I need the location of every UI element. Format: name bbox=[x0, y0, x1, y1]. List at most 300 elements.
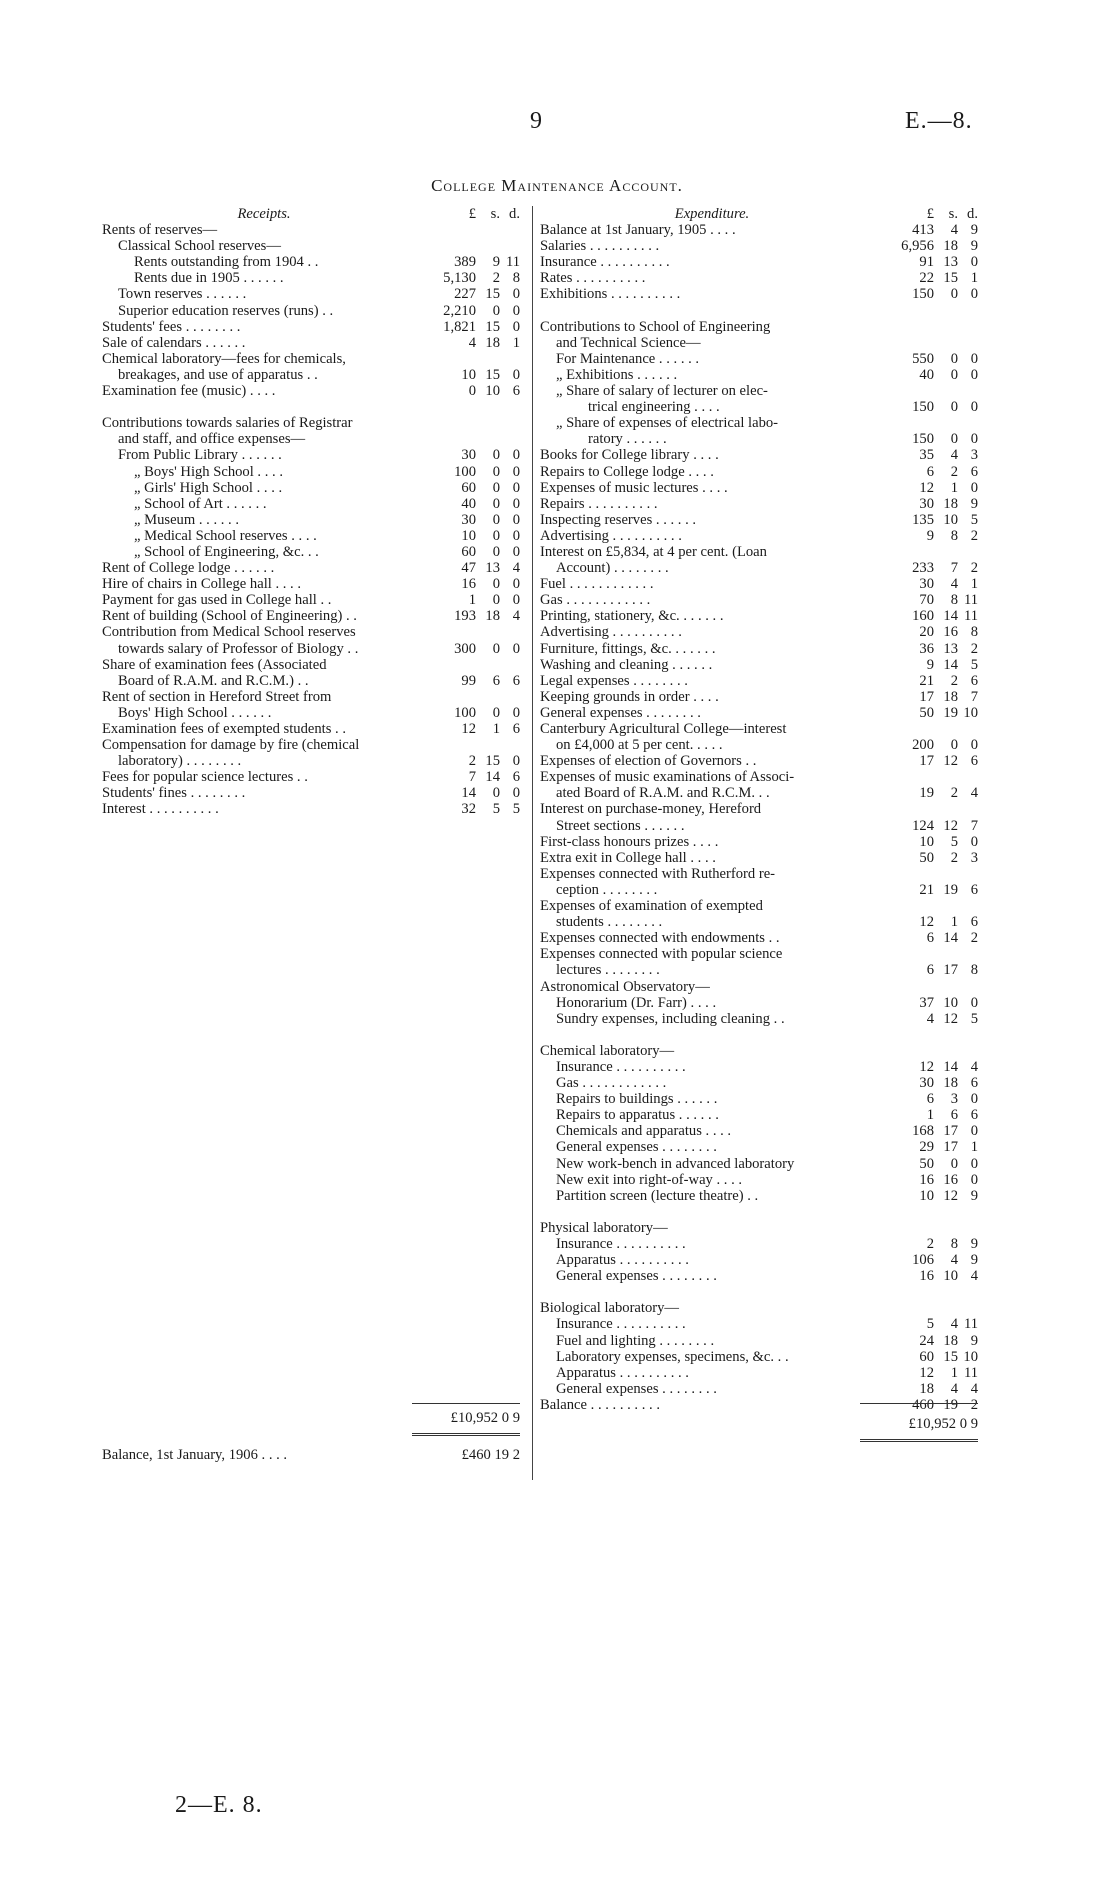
expenditure-item-amount bbox=[884, 930, 978, 946]
receipts-row bbox=[102, 286, 520, 302]
pounds-cell: 60 bbox=[461, 479, 476, 496]
pounds-cell: 12 bbox=[919, 1058, 934, 1075]
pence-cell: 9 bbox=[970, 222, 978, 239]
footer-reference: 2—E. 8. bbox=[175, 1792, 263, 1818]
pence-cell: 2 bbox=[970, 560, 978, 577]
expenditure-item-label: Honorarium (Dr. Farr) . . . . bbox=[556, 994, 717, 1011]
pounds-cell: 168 bbox=[912, 1123, 934, 1140]
shillings-cell: 0 bbox=[492, 447, 500, 464]
pounds-cell: 135 bbox=[912, 511, 934, 528]
expenditure-item-amount bbox=[884, 1316, 978, 1332]
receipts-row bbox=[102, 544, 520, 560]
expenditure-total-value: £10,952 0 9 bbox=[908, 1416, 978, 1432]
pounds-cell: 50 bbox=[919, 704, 934, 721]
shillings-cell: 5 bbox=[950, 833, 958, 850]
expenditure-item-label: Balance . . . . . . . . . . bbox=[540, 1396, 660, 1413]
expenditure-row bbox=[540, 914, 978, 930]
expenditure-row bbox=[540, 1123, 978, 1139]
pounds-cell: 70 bbox=[919, 592, 934, 609]
shillings-cell: 12 bbox=[943, 753, 958, 770]
pence-cell: 6 bbox=[970, 672, 978, 689]
pence-cell: 2 bbox=[970, 930, 978, 947]
balance-1906-label: Balance, 1st January, 1906 . . . . bbox=[102, 1447, 288, 1464]
expenditure-item-label: Contributions to School of Engineering bbox=[540, 318, 771, 335]
receipts-item-label: Rents outstanding from 1904 . . bbox=[134, 254, 319, 271]
balance-1906-row bbox=[102, 1448, 520, 1464]
expenditure-item-label: „ Share of salary of lecturer on elec- bbox=[556, 383, 768, 400]
pounds-cell: 389 bbox=[454, 254, 476, 271]
pounds-cell: 21 bbox=[919, 672, 934, 689]
receipts-item-label: Compensation for damage by fire (chemical bbox=[102, 737, 360, 754]
pounds-cell: 1,821 bbox=[443, 318, 476, 335]
expenditure-item-label: Chemical laboratory— bbox=[540, 1042, 675, 1059]
expenditure-row bbox=[540, 1365, 978, 1381]
expenditure-item-label: Gas . . . . . . . . . . . . bbox=[556, 1075, 667, 1092]
expenditure-row bbox=[540, 415, 978, 431]
pounds-cell: 413 bbox=[912, 222, 934, 239]
shillings-cell: 10 bbox=[943, 511, 958, 528]
expenditure-row bbox=[540, 834, 978, 850]
document-reference: E.—8. bbox=[905, 108, 973, 134]
shillings-cell: 3 bbox=[950, 1091, 958, 1108]
receipts-item-amount bbox=[426, 383, 520, 399]
shillings-cell: 0 bbox=[950, 737, 958, 754]
receipts-item-label: Chemical laboratory—fees for chemicals, bbox=[102, 350, 346, 367]
pounds-cell: 6 bbox=[926, 463, 934, 480]
expenditure-row bbox=[540, 1107, 978, 1123]
shillings-cell: 14 bbox=[485, 769, 500, 786]
shillings-cell: 14 bbox=[943, 930, 958, 947]
pounds-cell: 30 bbox=[461, 447, 476, 464]
expenditure-item-label: Insurance . . . . . . . . . . bbox=[556, 1058, 686, 1075]
receipts-item-amount bbox=[426, 367, 520, 383]
shillings-cell: 0 bbox=[492, 640, 500, 657]
pence-cell: 0 bbox=[970, 399, 978, 416]
pounds-cell: 36 bbox=[919, 640, 934, 657]
shillings-cell: 4 bbox=[950, 1380, 958, 1397]
expenditure-item-label: Insurance . . . . . . . . . . bbox=[556, 1316, 686, 1333]
shillings-cell: 0 bbox=[950, 350, 958, 367]
expenditure-item-amount bbox=[884, 1059, 978, 1075]
expenditure-row bbox=[540, 1268, 978, 1284]
expenditure-item-label: Books for College library . . . . bbox=[540, 447, 719, 464]
expenditure-item-label: Exhibitions . . . . . . . . . . bbox=[540, 286, 681, 303]
pounds-cell: 2 bbox=[926, 1236, 934, 1252]
pounds-cell: 6 bbox=[926, 962, 934, 979]
receipts-item-label: Superior education reserves (runs) . . bbox=[118, 302, 334, 319]
shillings-cell: 0 bbox=[492, 704, 500, 721]
expenditure-row bbox=[540, 496, 978, 512]
expenditure-row bbox=[540, 1139, 978, 1155]
pounds-cell: 60 bbox=[919, 1348, 934, 1365]
receipts-row bbox=[102, 560, 520, 576]
pence-header: d. bbox=[967, 206, 978, 222]
pounds-cell: 10 bbox=[461, 366, 476, 383]
expenditure-item-amount bbox=[884, 270, 978, 286]
expenditure-item-amount bbox=[884, 785, 978, 801]
pence-cell: 0 bbox=[970, 1123, 978, 1140]
receipts-item-label: Hire of chairs in College hall . . . . bbox=[102, 576, 301, 593]
expenditure-row bbox=[540, 254, 978, 270]
pounds-cell: 12 bbox=[919, 1364, 934, 1381]
shillings-cell: 0 bbox=[950, 1155, 958, 1172]
receipts-item-label: Boys' High School . . . . . . bbox=[118, 704, 272, 721]
expenditure-item-label: on £4,000 at 5 per cent. . . . . bbox=[556, 737, 723, 754]
pounds-cell: 22 bbox=[919, 270, 934, 287]
receipts-row bbox=[102, 367, 520, 383]
pence-cell: 11 bbox=[963, 608, 978, 625]
receipts-item-amount bbox=[426, 528, 520, 544]
pence-cell: 5 bbox=[970, 1010, 978, 1027]
pounds-cell: 7 bbox=[468, 769, 476, 786]
shillings-cell: 0 bbox=[492, 592, 500, 609]
expenditure-item-amount bbox=[884, 1268, 978, 1284]
receipts-row bbox=[102, 785, 520, 801]
pence-cell: 6 bbox=[970, 753, 978, 770]
shillings-cell: 18 bbox=[943, 238, 958, 255]
expenditure-row bbox=[540, 303, 978, 319]
pounds-cell: 50 bbox=[919, 849, 934, 866]
receipts-row bbox=[102, 673, 520, 689]
shillings-cell: 4 bbox=[950, 1316, 958, 1333]
expenditure-item-label: „ Share of expenses of electrical labo- bbox=[556, 415, 779, 432]
receipts-row bbox=[102, 399, 520, 415]
shillings-cell: 4 bbox=[950, 222, 958, 239]
expenditure-item-amount bbox=[884, 882, 978, 898]
pence-cell: 0 bbox=[512, 479, 520, 496]
expenditure-item-amount bbox=[884, 673, 978, 689]
expenditure-item-amount bbox=[884, 624, 978, 640]
expenditure-item-amount bbox=[884, 962, 978, 978]
expenditure-item-amount bbox=[884, 818, 978, 834]
expenditure-item-label: Repairs to apparatus . . . . . . bbox=[556, 1107, 719, 1124]
expenditure-item-amount bbox=[884, 705, 978, 721]
expenditure-item-amount bbox=[884, 914, 978, 930]
expenditure-row bbox=[540, 1236, 978, 1252]
expenditure-row bbox=[540, 850, 978, 866]
pence-cell: 2 bbox=[970, 1396, 978, 1413]
shillings-cell: 15 bbox=[485, 366, 500, 383]
expenditure-item-label: lectures . . . . . . . . bbox=[556, 962, 660, 979]
expenditure-item-label: General expenses . . . . . . . . bbox=[556, 1380, 717, 1397]
pounds-cell: 35 bbox=[919, 447, 934, 464]
pounds-cell: 150 bbox=[912, 399, 934, 416]
expenditure-row bbox=[540, 335, 978, 351]
receipts-item-amount bbox=[426, 480, 520, 496]
pence-cell: 8 bbox=[512, 270, 520, 287]
pence-cell: 0 bbox=[512, 463, 520, 480]
expenditure-item-label: ated Board of R.A.M. and R.C.M. . . bbox=[556, 785, 770, 802]
shillings-cell: 18 bbox=[943, 495, 958, 512]
pounds-header: £ bbox=[926, 206, 934, 222]
shillings-cell: 9 bbox=[492, 254, 500, 271]
pence-cell: 0 bbox=[512, 704, 520, 721]
shillings-cell: 1 bbox=[950, 914, 958, 931]
shillings-cell: 17 bbox=[943, 1139, 958, 1156]
expenditure-item-label: Astronomical Observatory— bbox=[540, 978, 710, 995]
expenditure-item-label: Expenses of election of Governors . . bbox=[540, 753, 757, 770]
pounds-cell: 6 bbox=[926, 930, 934, 947]
expenditure-row bbox=[540, 480, 978, 496]
receipts-total bbox=[412, 1403, 520, 1436]
expenditure-item-label: Physical laboratory— bbox=[540, 1219, 668, 1236]
shillings-cell: 19 bbox=[943, 704, 958, 721]
pence-cell: 3 bbox=[970, 849, 978, 866]
pounds-cell: 10 bbox=[919, 1187, 934, 1204]
shillings-cell: 13 bbox=[943, 640, 958, 657]
shillings-cell: 2 bbox=[492, 270, 500, 287]
receipts-item-label: Rent of section in Hereford Street from bbox=[102, 688, 332, 705]
expenditure-header-row bbox=[540, 206, 978, 222]
expenditure-row bbox=[540, 1252, 978, 1268]
pence-cell: 6 bbox=[970, 1107, 978, 1124]
expenditure-row bbox=[540, 1284, 978, 1300]
expenditure-row bbox=[540, 592, 978, 608]
expenditure-row bbox=[540, 576, 978, 592]
shillings-cell: 2 bbox=[950, 785, 958, 802]
expenditure-item-amount bbox=[884, 1011, 978, 1027]
shillings-cell: 14 bbox=[943, 608, 958, 625]
expenditure-item-label: Repairs to buildings . . . . . . bbox=[556, 1091, 718, 1108]
pence-cell: 0 bbox=[512, 785, 520, 802]
shillings-cell: 14 bbox=[943, 1058, 958, 1075]
receipts-header: Receipts. bbox=[237, 206, 291, 222]
receipts-item-amount bbox=[426, 303, 520, 319]
expenditure-item-amount bbox=[884, 1365, 978, 1381]
pounds-cell: 30 bbox=[461, 511, 476, 528]
expenditure-row bbox=[540, 1300, 978, 1316]
pence-cell: 0 bbox=[970, 737, 978, 754]
pence-cell: 4 bbox=[970, 785, 978, 802]
receipts-row bbox=[102, 705, 520, 721]
shillings-cell: 8 bbox=[950, 527, 958, 544]
expenditure-item-amount bbox=[884, 1252, 978, 1268]
expenditure-column bbox=[540, 206, 978, 1413]
receipts-row bbox=[102, 608, 520, 624]
expenditure-item-label: trical engineering . . . . bbox=[588, 399, 720, 416]
expenditure-item-amount bbox=[884, 1381, 978, 1397]
expenditure-row bbox=[540, 544, 978, 560]
shillings-cell: 17 bbox=[943, 1123, 958, 1140]
pounds-cell: 16 bbox=[919, 1268, 934, 1285]
pounds-cell: 16 bbox=[461, 576, 476, 593]
pence-cell: 7 bbox=[970, 688, 978, 705]
expenditure-rows bbox=[540, 222, 978, 1413]
pounds-cell: 9 bbox=[926, 527, 934, 544]
expenditure-item-amount bbox=[884, 464, 978, 480]
shillings-cell: 8 bbox=[950, 592, 958, 609]
shillings-cell: 16 bbox=[943, 1171, 958, 1188]
expenditure-item-amount bbox=[884, 1188, 978, 1204]
expenditure-row bbox=[540, 464, 978, 480]
pence-cell: 0 bbox=[970, 350, 978, 367]
pounds-cell: 18 bbox=[919, 1380, 934, 1397]
receipts-item-label: „ School of Art . . . . . . bbox=[134, 495, 267, 512]
receipts-row bbox=[102, 592, 520, 608]
shillings-cell: 0 bbox=[492, 527, 500, 544]
receipts-row bbox=[102, 335, 520, 351]
expenditure-item-amount bbox=[884, 480, 978, 496]
pounds-cell: 40 bbox=[461, 495, 476, 512]
expenditure-item-label: Account) . . . . . . . . bbox=[556, 560, 669, 577]
expenditure-item-label: Fuel . . . . . . . . . . . . bbox=[540, 576, 654, 593]
receipts-item-label: Students' fees . . . . . . . . bbox=[102, 318, 241, 335]
expenditure-row bbox=[540, 930, 978, 946]
receipts-item-amount bbox=[426, 721, 520, 737]
shillings-cell: 0 bbox=[950, 431, 958, 448]
pounds-cell: 2 bbox=[468, 753, 476, 770]
receipts-total-value: £10,952 0 9 bbox=[450, 1410, 520, 1426]
receipts-item-label: „ Museum . . . . . . bbox=[134, 511, 239, 528]
expenditure-item-amount bbox=[884, 512, 978, 528]
pounds-cell: 30 bbox=[919, 1075, 934, 1092]
pence-cell: 0 bbox=[512, 318, 520, 335]
pence-cell: 2 bbox=[970, 527, 978, 544]
pence-cell: 0 bbox=[512, 576, 520, 593]
pounds-cell: 99 bbox=[461, 672, 476, 689]
shillings-cell: 0 bbox=[950, 366, 958, 383]
expenditure-item-amount bbox=[884, 1075, 978, 1091]
expenditure-row bbox=[540, 447, 978, 463]
receipts-item-amount bbox=[426, 769, 520, 785]
receipts-row bbox=[102, 303, 520, 319]
pounds-cell: 550 bbox=[912, 350, 934, 367]
pence-cell: 0 bbox=[970, 1091, 978, 1108]
expenditure-item-label: Laboratory expenses, specimens, &c. . . bbox=[556, 1348, 789, 1365]
receipts-item-label: Rents due in 1905 . . . . . . bbox=[134, 270, 284, 287]
pounds-cell: 32 bbox=[461, 801, 476, 818]
shillings-cell: 18 bbox=[943, 1332, 958, 1349]
expenditure-row bbox=[540, 270, 978, 286]
expenditure-item-label: Sundry expenses, including cleaning . . bbox=[556, 1010, 785, 1027]
receipts-row bbox=[102, 496, 520, 512]
total-double-rule bbox=[412, 1433, 520, 1436]
pence-cell: 0 bbox=[512, 543, 520, 560]
expenditure-item-label: Inspecting reserves . . . . . . bbox=[540, 511, 697, 528]
pence-cell: 0 bbox=[512, 511, 520, 528]
expenditure-item-amount bbox=[884, 528, 978, 544]
expenditure-item-amount bbox=[884, 1349, 978, 1365]
expenditure-item-amount bbox=[884, 431, 978, 447]
receipts-item-amount bbox=[426, 286, 520, 302]
pounds-cell: 30 bbox=[919, 495, 934, 512]
shillings-cell: 0 bbox=[950, 399, 958, 416]
pence-cell: 10 bbox=[963, 704, 978, 721]
shillings-header: s. bbox=[948, 206, 958, 222]
expenditure-item-label: ception . . . . . . . . bbox=[556, 881, 658, 898]
receipts-item-amount bbox=[426, 705, 520, 721]
pence-cell: 8 bbox=[970, 624, 978, 641]
pence-cell: 9 bbox=[970, 1332, 978, 1349]
pence-cell: 0 bbox=[970, 479, 978, 496]
receipts-item-label: Examination fees of exempted students . . bbox=[102, 721, 346, 737]
pounds-cell: 2,210 bbox=[443, 302, 476, 319]
expenditure-item-label: General expenses . . . . . . . . bbox=[556, 1268, 717, 1285]
pence-cell: 3 bbox=[970, 447, 978, 464]
expenditure-item-label: Street sections . . . . . . bbox=[556, 817, 685, 834]
expenditure-row bbox=[540, 1349, 978, 1365]
receipts-item-label: Payment for gas used in College hall . . bbox=[102, 592, 332, 609]
shillings-cell: 6 bbox=[950, 1107, 958, 1124]
expenditure-row bbox=[540, 238, 978, 254]
shillings-cell: 16 bbox=[943, 624, 958, 641]
pounds-cell: 50 bbox=[919, 1155, 934, 1172]
expenditure-money-header bbox=[884, 206, 978, 222]
pence-cell: 8 bbox=[970, 962, 978, 979]
pounds-cell: 233 bbox=[912, 560, 934, 577]
pounds-cell: 160 bbox=[912, 608, 934, 625]
pence-cell: 0 bbox=[970, 1155, 978, 1172]
shillings-cell: 12 bbox=[943, 1010, 958, 1027]
expenditure-item-label: For Maintenance . . . . . . bbox=[556, 350, 700, 367]
expenditure-item-amount bbox=[884, 641, 978, 657]
expenditure-row bbox=[540, 351, 978, 367]
pounds-cell: 37 bbox=[919, 994, 934, 1011]
shillings-cell: 4 bbox=[950, 447, 958, 464]
pence-cell: 9 bbox=[970, 495, 978, 512]
pence-cell: 5 bbox=[970, 511, 978, 528]
pounds-cell: 29 bbox=[919, 1139, 934, 1156]
receipts-row bbox=[102, 270, 520, 286]
receipts-rows bbox=[102, 222, 520, 817]
pence-cell: 6 bbox=[970, 914, 978, 931]
receipts-row bbox=[102, 447, 520, 463]
pence-cell: 0 bbox=[970, 254, 978, 271]
expenditure-row bbox=[540, 1091, 978, 1107]
receipts-row bbox=[102, 737, 520, 753]
receipts-row bbox=[102, 657, 520, 673]
expenditure-row bbox=[540, 705, 978, 721]
pounds-cell: 4 bbox=[926, 1010, 934, 1027]
pence-cell: 6 bbox=[970, 463, 978, 480]
shillings-cell: 13 bbox=[485, 560, 500, 577]
expenditure-row bbox=[540, 1188, 978, 1204]
pence-cell: 11 bbox=[963, 592, 978, 609]
expenditure-item-amount bbox=[884, 608, 978, 624]
expenditure-row bbox=[540, 737, 978, 753]
receipts-row bbox=[102, 576, 520, 592]
expenditure-row bbox=[540, 1075, 978, 1091]
expenditure-row bbox=[540, 898, 978, 914]
shillings-header: s. bbox=[490, 206, 500, 222]
receipts-item-amount bbox=[426, 801, 520, 817]
expenditure-item-amount bbox=[884, 1156, 978, 1172]
shillings-cell: 15 bbox=[943, 270, 958, 287]
shillings-cell: 19 bbox=[943, 1396, 958, 1413]
expenditure-row bbox=[540, 818, 978, 834]
receipts-row bbox=[102, 222, 520, 238]
pounds-cell: 17 bbox=[919, 753, 934, 770]
expenditure-item-label: Fuel and lighting . . . . . . . . bbox=[556, 1332, 715, 1349]
expenditure-row bbox=[540, 995, 978, 1011]
expenditure-row bbox=[540, 608, 978, 624]
column-divider bbox=[532, 206, 533, 1480]
expenditure-item-label: Expenses of examination of exempted bbox=[540, 898, 763, 915]
pence-cell: 0 bbox=[512, 753, 520, 770]
pounds-cell: 0 bbox=[468, 383, 476, 400]
shillings-cell: 12 bbox=[943, 817, 958, 834]
shillings-cell: 0 bbox=[492, 495, 500, 512]
receipts-row bbox=[102, 480, 520, 496]
expenditure-row bbox=[540, 946, 978, 962]
pounds-cell: 17 bbox=[919, 688, 934, 705]
receipts-item-label: Rents of reserves— bbox=[102, 222, 218, 239]
pence-header: d. bbox=[509, 206, 520, 222]
expenditure-item-amount bbox=[884, 1236, 978, 1252]
expenditure-item-amount bbox=[884, 286, 978, 302]
expenditure-item-label: Apparatus . . . . . . . . . . bbox=[556, 1252, 689, 1269]
expenditure-row bbox=[540, 641, 978, 657]
